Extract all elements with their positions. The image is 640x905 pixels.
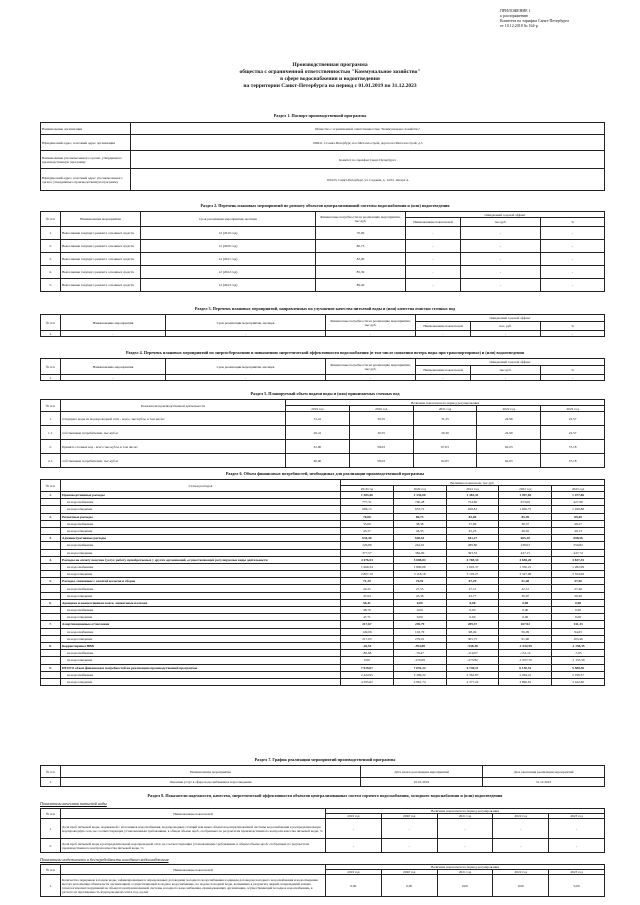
table-row: на водоотведение 377,57 384,00 393,53 427,15 447,74: [41, 549, 605, 556]
table-row: 2. Принято сточных вод - всего тыс.куб.м, в том числе: 61,00 58,03 67,03 62,03 57,18: [41, 440, 605, 454]
table-row: на водоснабжение 24,25 27,55 27,51 22,51 27,46: [41, 585, 605, 592]
table-row: 1. Производственные расходы 1 383,46 1 334,00 1 383,41 1 497,83 1 477,86: [41, 492, 605, 499]
table-row: 1. Выполнение текущего ремонта основных средств 12 (2019 год) 70,00 - - -: [41, 227, 605, 240]
table-row: 2. Доля проб питьевой воды в распределительной водопроводной сети, не соответствующих установленным требованиям, в общем объеме проб, отобранных по результатам производственного контроля качества питьевой воды, % - - - - -: [41, 839, 605, 853]
table-row: 5. Выполнение текущего ремонта основных средств 12 (2023 год) 89,40 - - -: [41, 279, 605, 292]
table-row: 8. Корректировка НВВ -26,54 -394,88 -558,38 -1 032,59 -1 158,35: [41, 642, 605, 649]
table-row: на водоотведение 0,00 -270,99 -273,82 -1 007,70 -1 155,39: [41, 657, 605, 664]
table-row: на водоотведение 47,71 0,00 0,00 0,00 0,00: [41, 614, 605, 621]
section-6-heading: Раздел 6. Объем финансовых потребностей, необходимых для реализации производственной программы: [225, 471, 425, 476]
table-row: 7. Амортизационные отчисления 217,67 249,79 209,37 167,92 131,33: [41, 621, 605, 628]
table-row: на водоснабжение -86,68 -79,47 -119,07 -151,12 -7,65: [41, 650, 605, 657]
passport-table: Наименование организации Общество с ограниченной ответственностью "Коммунальное хозяйство" Юридический адрес, почтовый адрес организации 196611, г.Санкт-Петербург, пос.Металлострой, дорога на Металлострой, д.5 Наименование уполномоченного органа, утвердившего производственную программу Комитет по тарифам Санкт-Петербурга Юридический адрес, почтовый адрес уполномоченного органа, утвердившего производственную программу 191023, Санкт-Петербург, ул. Садовая, д. 14/52, литера А: [40, 122, 605, 191]
annex-line: от 10.12.2018 № 164-р: [500, 23, 538, 28]
document-title: Производственная программа общества с ограниченной ответственностью "Коммунальное хозяйство" в сфере водоснабжения и водоотведения на территории Санкт-Петербурга на период с 01.01.2019 по 31.12.2023: [239, 62, 421, 89]
section-5-heading: Раздел 5. Планируемый объем подачи воды и (или) принимаемых сточных вод: [250, 391, 400, 396]
table-row: 4. Выполнение текущего ремонта основных средств 12 (2022 год) 85,39 - - -: [41, 266, 605, 279]
table-row: на водоснабжение 2 424,95 2 309,22 2 362,87 2 264,41 2 196,37: [41, 671, 605, 678]
table-row: на водоотведение 4 595,02 4 861,74 4 377,24 3 896,61 3 442,60: [41, 678, 605, 685]
table-row: 1. Отпущено воды из водопроводной сети - всего, тыс.куб.м, в том числе: 31,41 30,55 31,35 24,99 22,57: [41, 412, 605, 426]
table-row: на водоотведение 2 807,19 3 118,18 3 118,27 3 327,99 3 554,06: [41, 571, 605, 578]
table-row: 2. Выполнение текущего ремонта основных средств 12 (2020 год) 80,73 - - -: [41, 240, 605, 253]
table-row: на водоснабжение 226,86 244,61 289,80 238,03 250,82: [41, 542, 605, 549]
quality-measures-table: № п/п Наименование мероприятия Срок реализации мероприятия, месяцев Финансовые потребности на реализацию мероприятия, тыс.руб. Ожидаемый годовой эффект Наименование показателей тыс. руб. % 1. - - - - - -: [40, 314, 605, 337]
energy-table: № п/п Наименование мероприятия Срок реализации мероприятия, месяцев Финансовые потребности на реализацию мероприятия, тыс.руб. Ожидаемый годовой эффект Наименование показателей тыс.руб. % 1. - - - - - -: [40, 358, 605, 381]
volume-table: № п/п Показатели производственной деятельности Величина показателя на период регулирования 2019 год 2020 год 2021 год 2022 год 2023 год 1. Отпущено воды из водопроводной сети - всего, тыс.куб.м, в том числе: 31,41 30,55 31,35 24,99 22,57 1.1. собственным потребителям, тыс.куб.м 29,41 30,55 30,30 24,99 22,57 2. Принято сточных вод - всего тыс.куб.м, в том числе: 61,00 58,03 67,03 62,03 57,18 2.1. собственным потребителям, тыс.куб.м 60,00 58,03 62,05 62,03 57,18: [40, 399, 605, 468]
table-row: на водоотведение 217,05 279,01 305,75 91,96 163,46: [41, 635, 605, 642]
table-row: 3. Выполнение текущего ремонта основных средств 12 (2021 год) 82,00 - - -: [41, 253, 605, 266]
table-row: на водоотведение 43,27 44,35 45,23 46,02 49,13: [41, 527, 605, 534]
table-row: 5. Расходы, связанные с оплатой налогов и сборов 71,29 70,91 67,29 51,48 57,56: [41, 578, 605, 585]
table-row: на водоснабжение 48,70 0,00 0,00 0,00 0,00: [41, 607, 605, 614]
water-quality-table: № п/п Наименование показателей Величина показателя на период регулирования 2019 год 2020 год 2021 год 2022 год 2023 год 1. Доля проб питьевой воды, подаваемой с источников водоснабжения, водопроводных станций или иных объектов централизованной системы водоснабжения в распределительную водопроводную сеть, не соответствующих установленным требованиям, в общем объеме проб, отобранных по результатам производственного контроля качества питьевой воды, % - - - - - 2. Доля проб питьевой воды в распределительной водопроводной сети, не соответствующих установленным требованиям, в общем объеме проб, отобранных по результатам производственного контроля качества питьевой воды, % - - - - -: [40, 808, 605, 853]
table-row: 1.1. собственным потребителям, тыс.куб.м 29,41 30,55 30,30 24,99 22,57: [41, 426, 605, 440]
section-2-heading: Раздел 2. Перечень плановых мероприятий по ремонту объектов централизованной системы водоснабжения и (или) водоотведения: [200, 203, 450, 208]
annex-line: к распоряжению: [500, 13, 529, 18]
table-row: 2.1. собственным потребителям, тыс.куб.м 60,00 58,03 62,05 62,03 57,18: [41, 454, 605, 468]
section-1-heading: Раздел 1. Паспорт производственной программы: [273, 113, 367, 118]
table-row: 1. Количество перерывов в подаче воды, зафиксированных в определенных договорами холодного водоснабжения и единым договором холодного водоснабжения и водоотведения местах исполнения обязательств организацией, осуществляющей холодное водоснабжение, по подаче холодной воды, возникших в результате аварий, повреждений и иных технологических нарушений на объектах централизованной системы холодного водоснабжения, принадлежащих организации, осуществляющей холодное водоснабжение, в расчете на протяженность водопроводной сети в год, ед./км 0,00 0,00 0,00 0,00 0,00: [41, 875, 605, 897]
table-row: 2. Ремонтные расходы 70,00 80,73 82,00 85,39 89,40: [41, 513, 605, 520]
annex-line: Комитета по тарифам Санкт-Петербурга: [500, 18, 569, 23]
repair-table: № п/п Наименование мероприятия Срок реализации мероприятия, месяцев Финансовые потребности на реализацию мероприятия, тыс.руб. Ожидаемый годовой эффект Наименование показателей тыс.руб. % 1. Выполнение текущего ремонта основных средств 12 (2019 год) 70,00 - - - 2. Выполнение текущего ремонта основных средств 12 (2020 год) 80,73 - - - 3. Выполнение текущего ремонта основных средств 12 (2021 год) 82,00 - - - 4. Выполнение текущего ремонта основных средств 12 (2022 год) 85,39 - - - 5. Выполнение текущего ремонта основных средств 12 (2023 год) 89,40 - - -: [40, 211, 605, 292]
table-row: на водоснабжение 777,31 700,28 754,60 673,09 427,98: [41, 499, 605, 506]
section-3-heading: Раздел 3. Перечень плановых мероприятий, направленных на улучшение качества питьевой воды и (или) качества очистки сточных вод: [194, 306, 456, 311]
section-4-heading: Раздел 4. Перечень плановых мероприятий по энергосбережению и повышению энергетической эффективности водоснабжения (в том числе снижения потерь воды при транспортировке) и (или) водоотведения: [125, 350, 525, 355]
annex-block: [500, 8, 630, 28]
table-row: 9. ИТОГО объем финансовых потребностей на реализацию производственной программы 7 019,07 7 091,22 6 740,11 6 130,51 5 588,36: [41, 664, 605, 671]
table-row: на водоотведение 606,15 633,72 628,81 1 000,75 1 049,88: [41, 506, 605, 513]
table-row: на водоснабжение 1 669,34 1 890,66 1 616,37 1 330,21 1 282,99: [41, 563, 605, 570]
subsection-water-quality: Показатели качества питьевой воды: [40, 801, 107, 806]
annex-line: ПРИЛОЖЕНИЕ 1: [500, 8, 531, 13]
subsection-reliability: Показатели надежности и бесперебойности холодного водоснабжения: [40, 857, 169, 862]
table-row: 1. Доля проб питьевой воды, подаваемой с источников водоснабжения, водопроводных станций или иных объектов централизованной системы водоснабжения в распределительную водопроводную сеть, не соответствующих установленным требованиям, в общем объеме проб, отобранных по результатам производственного контроля качества питьевой воды, % - - - - -: [41, 819, 605, 839]
table-row: на водоотведение 47,04 43,36 43,77 30,97 30,46: [41, 592, 605, 599]
reliability-table: № п/п Наименование показателей Величина показателя на период регулирования 2019 год 2020 год 2021 год 2022 год 2023 год 1. Количество перерывов в подаче воды, зафиксированных в определенных договорами холодного водоснабжения и единым договором холодного водоснабжения и водоотведения местах исполнения обязательств организацией, осуществляющей холодное водоснабжение, по подаче холодной воды, возникших в результате аварий, повреждений и иных технологических нарушений на объектах централизованной системы холодного водоснабжения, принадлежащих организации, осуществляющей холодное водоснабжение, в расчете на протяженность водопроводной сети в год, ед./км 0,00 0,00 0,00 0,00 0,00: [40, 864, 605, 897]
finance-table: № п/п Статьи расходов Величина показателя, тыс.руб. 2019 год 2020 год 2021 год 2022 год 2023 год 1. Производственные расходы 1 383,46 1 334,00 1 383,41 1 497,83 1 477,86 на водоснабжение 777,31 700,28 754,60 673,09 427,98 на водоотведение 606,15 633,72 628,81 1 000,75 1 049,88 2. Ремонтные расходы 70,00 80,73 82,00 85,39 89,40 на водоснабжение 35,00 38,38 37,99 38,37 40,27 на водоотведение 43,27 44,35 45,23 46,02 49,13 3. Административные расходы 634,40 628,61 641,27 665,10 698,56 на водоснабжение 226,86 244,61 289,80 238,03 250,82 на водоотведение 377,57 384,00 393,53 427,15 447,74 4. Расходы на оплату покупок (услуг, работ), приобретаемых у других организаций, осуществляющих регулируемые виды деятельности 4 476,53 5 008,84 4 708,34 4 658,20 4 837,35 на водоснабжение 1 669,34 1 890,66 1 616,37 1 330,21 1 282,99 на водоотведение 2 807,19 3 118,18 3 118,27 3 327,99 3 554,06 5. Расходы, связанные с оплатой налогов и сборов 71,29 70,91 67,29 51,48 57,56 на водоснабжение 24,25 27,55 27,51 22,51 27,46 на водоотведение 47,04 43,36 43,77 30,97 30,46 6. Арендная и концессионная плата, лизинговые платежи 56,41 0,00 0,00 0,00 0,00 на водоснабжение 48,70 0,00 0,00 0,00 0,00 на водоотведение 47,71 0,00 0,00 0,00 0,00 7. Амортизационные отчисления 217,67 249,79 209,37 167,92 131,33 на водоснабжение 149,06 102,79 98,49 56,09 94,65 на водоотведение 217,05 279,01 305,75 91,96 163,46 8. Корректировка НВВ -26,54 -394,88 -558,38 -1 032,59 -1 158,35 на водоснабжение -86,68 -79,47 -119,07 -151,12 -7,65 на водоотведение 0,00 -270,99 -273,82 -1 007,70 -1 155,39 9. ИТОГО объем финансовых потребностей на реализацию производственной программы 7 019,07 7 091,22 6 740,11 6 130,51 5 588,36 на водоснабжение 2 424,95 2 309,22 2 362,87 2 264,41 2 196,37 на водоотведение 4 595,02 4 861,74 4 377,24 3 896,61 3 442,60: [40, 479, 605, 686]
table-row: на водоснабжение 35,00 38,38 37,99 38,37 40,27: [41, 520, 605, 527]
table-row: 6. Арендная и концессионная плата, лизинговые платежи 56,41 0,00 0,00 0,00 0,00: [41, 599, 605, 606]
table-row: 3. Административные расходы 634,40 628,61 641,27 665,10 698,56: [41, 535, 605, 542]
table-row: на водоснабжение 149,06 102,79 98,49 56,09 94,65: [41, 628, 605, 635]
table-row: 4. Расходы на оплату покупок (услуг, работ), приобретаемых у других организаций, осуществляющих регулируемые виды деятельности 4 476,53 5 008,84 4 708,34 4 658,20 4 837,35: [41, 556, 605, 563]
section-7-heading: Раздел 7. График реализации мероприятий производственной программы: [254, 757, 396, 762]
schedule-table: № п/п Наименование мероприятия Дата начала реализации мероприятий Дата окончания реализации мероприятий 1. Оказание услуг в сфере водоснабжения и водоотведения 01.01.2019 31.12.2023: [40, 765, 605, 787]
section-8-heading: Раздел 8. Показатели надежности, качества, энергетической эффективности объектов централизованных систем горячего водоснабжения, холодного водоснабжения и (или) водоотведения: [147, 793, 503, 798]
